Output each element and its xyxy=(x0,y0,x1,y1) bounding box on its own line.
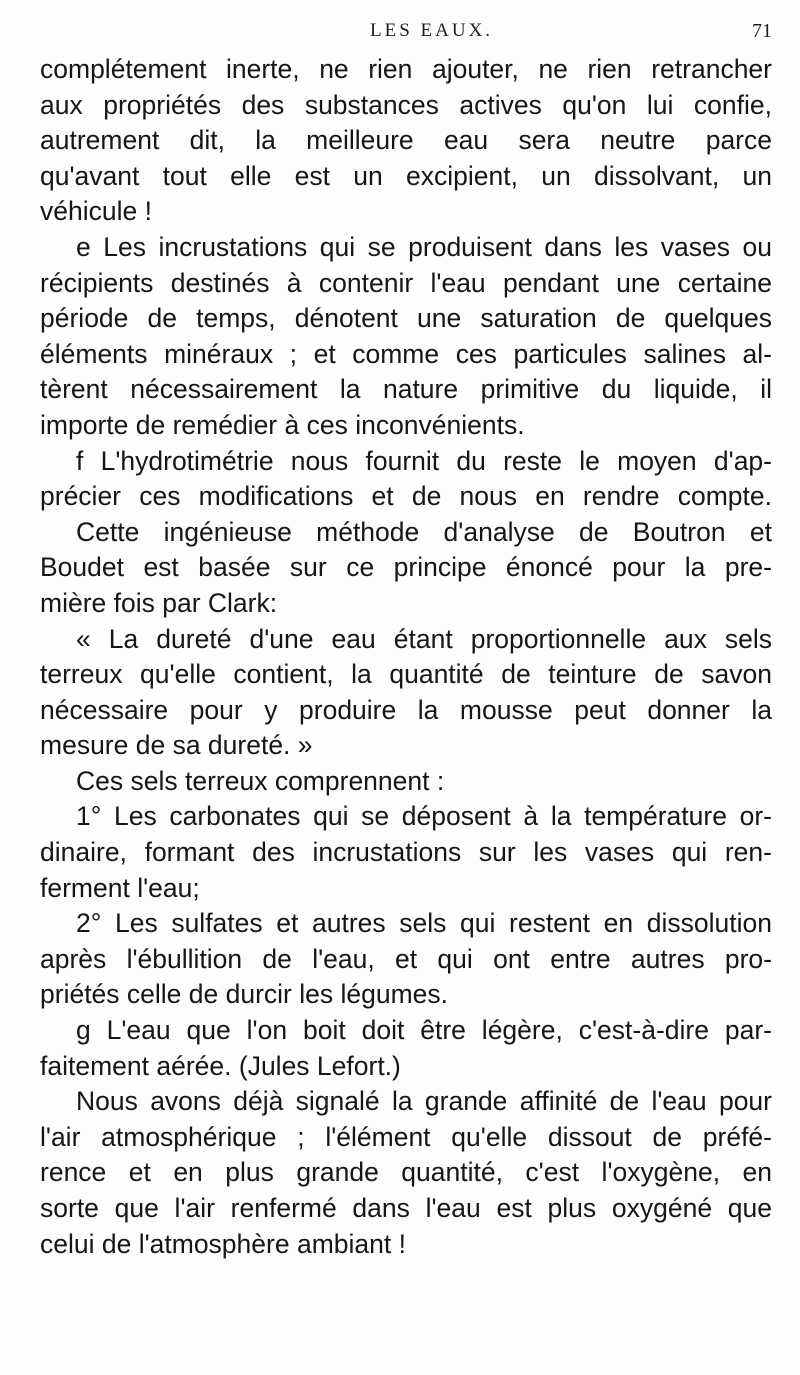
text-line: récipients destinés à contenir l'eau pendant une certaine xyxy=(40,267,772,298)
text-line: rence et en plus grande quantité, c'est l'oxygène, en xyxy=(40,1157,772,1188)
text-line: mesure de sa dureté. » xyxy=(40,730,313,761)
text-line: véhicule ! xyxy=(40,196,152,227)
text-line: e Les incrustations qui se produisent dans les vases ou xyxy=(76,231,772,262)
text-line: terreux qu'elle contient, la quantité de teinture de savon xyxy=(40,659,772,690)
text-line: l'air atmosphérique ; l'élément qu'elle dissout de préfé- xyxy=(40,1121,772,1152)
text-line: complétement inerte, ne rien ajouter, ne rien retrancher xyxy=(40,54,772,84)
text-line: faitement aérée. (Jules Lefort.) xyxy=(40,1050,401,1081)
text-line: mière fois par Clark: xyxy=(40,587,278,618)
text-line: précier ces modifications et de nous en rendre compte. xyxy=(40,481,772,512)
text-line: éléments minéraux ; et comme ces particules salines al- xyxy=(40,338,772,369)
text-line: f L'hydrotimétrie nous fournit du reste le moyen d'ap- xyxy=(76,445,772,476)
text-line: ferment l'eau; xyxy=(40,872,200,903)
text-line: priétés celle de durcir les légumes. xyxy=(40,979,448,1010)
text-line: « La dureté d'une eau étant proportionnelle aux sels xyxy=(76,623,772,654)
text-line: Ces sels terreux comprennent : xyxy=(76,765,445,796)
text-line: après l'ébullition de l'eau, et qui ont entre autres pro- xyxy=(40,943,772,974)
body-text xyxy=(40,52,772,1262)
text-line: importe de remédier à ces inconvénients. xyxy=(40,409,525,440)
page-number: 71 xyxy=(752,20,772,42)
text-line: sorte que l'air renfermé dans l'eau est plus oxygéné que xyxy=(40,1193,772,1223)
text-line: nécessaire pour y produire la mousse peut donner la xyxy=(40,694,772,725)
text-line: autrement dit, la meilleure eau sera neutre parce xyxy=(40,125,772,156)
text-line: 1° Les carbonates qui se déposent à la température or- xyxy=(76,801,772,832)
text-line: tèrent nécessairement la nature primitive du liquide, il xyxy=(40,374,772,405)
text-line: celui de l'atmosphère ambiant ! xyxy=(40,1228,406,1259)
text-line: période de temps, dénotent une saturation de quelques xyxy=(40,303,772,334)
running-title: LES EAUX. xyxy=(370,20,494,41)
text-line: aux propriétés des substances actives qu'on lui confie, xyxy=(40,89,772,120)
running-header xyxy=(0,20,800,50)
text-line: qu'avant tout elle est un excipient, un dissolvant, un xyxy=(40,160,772,191)
text-line: Boudet est basée sur ce principe énoncé pour la pre- xyxy=(40,552,772,583)
text-line: Nous avons déjà signalé la grande affinité de l'eau pour xyxy=(76,1086,772,1117)
text-line: Cette ingénieuse méthode d'analyse de Boutron et xyxy=(76,516,772,547)
text-line: g L'eau que l'on boit doit être légère, c'est-à-dire par- xyxy=(76,1015,772,1046)
text-line: dinaire, formant des incrustations sur les vases qui ren- xyxy=(40,837,772,868)
text-line: 2° Les sulfates et autres sels qui restent en dissolution xyxy=(76,908,772,939)
